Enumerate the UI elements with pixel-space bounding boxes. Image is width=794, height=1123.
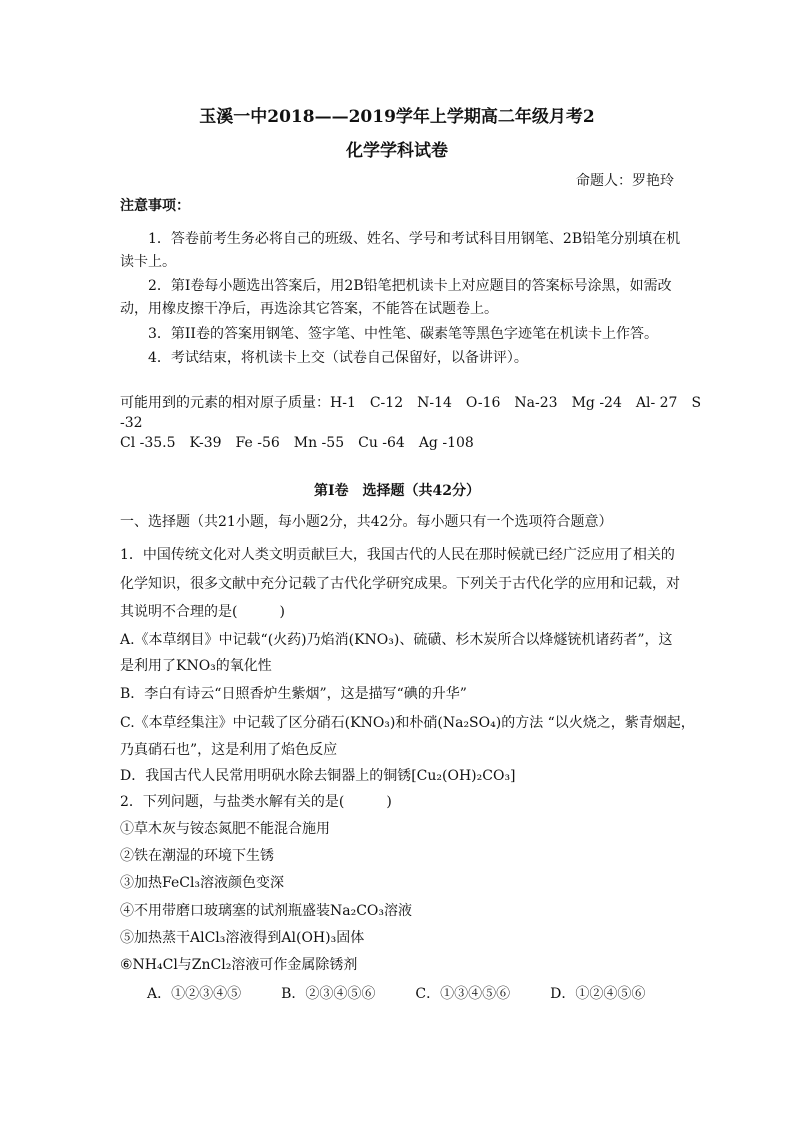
question-line: 2．下列问题，与盐类水解有关的是( )	[120, 794, 392, 810]
statement-line: ②铁在潮湿的环境下生锈	[120, 848, 274, 864]
notice-item: 读卡上。	[120, 254, 176, 270]
section-heading: 一、选择题（共21小题，每小题2分，共42分。每小题只有一个选项符合题意）	[120, 514, 613, 530]
option-a: A．①②③④⑤	[147, 986, 242, 1002]
notice-heading: 注意事项：	[120, 198, 190, 214]
statement-line: ③加热FeCl₃溶液颜色变深	[120, 875, 285, 891]
option-line: A.《本草纲目》中记载“(火药)乃焰消(KNO₃)、硫磺、杉木炭所合以烽燧铳机诸药者”，这	[120, 632, 673, 648]
option-b: B．②③④⑤⑥	[281, 986, 376, 1002]
notice-item: 2．第Ⅰ卷每小题选出答案后，用2B铅笔把机读卡上对应题目的答案标号涂黑，如需改	[148, 278, 672, 294]
question-line: 1．中国传统文化对人类文明贡献巨大，我国古代的人民在那时候就已经广泛应用了相关的	[120, 547, 675, 563]
option-line: 是利用了KNO₃的氧化性	[120, 658, 272, 674]
option-line: D．我国古代人民常用明矾水除去铜器上的铜锈[Cu₂(OH)₂CO₃]	[120, 768, 516, 784]
question-line: 化学知识，很多文献中充分记载了古代化学研究成果。下列关于古代化学的应用和记载，对	[120, 576, 680, 592]
exam-subtitle: 化学学科试卷	[346, 141, 448, 161]
notice-item: 1．答卷前考生务必将自己的班级、姓名、学号和考试科目用钢笔、2B铅笔分别填在机	[148, 231, 681, 247]
answer-options	[147, 983, 645, 1003]
atomic-mass-line: Cl -35.5 K-39 Fe -56 Mn -55 Cu -64 Ag -108	[120, 435, 474, 451]
statement-line: ⑤加热蒸干AlCl₃溶液得到Al(OH)₃固体	[120, 930, 365, 946]
question-line: 其说明不合理的是( )	[120, 604, 285, 620]
notice-item: 3．第II卷的答案用钢笔、签字笔、中性笔、碳素笔等黑色字迹笔在机读卡上作答。	[148, 326, 658, 342]
option-line: 乃真硝石也”，这是利用了焰色反应	[120, 742, 338, 758]
author: 命题人：罗艳玲	[576, 173, 674, 189]
statement-line: ①草木灰与铵态氮肥不能混合施用	[120, 821, 330, 837]
option-d: D．①②④⑤⑥	[550, 986, 646, 1002]
notice-item: 动，用橡皮擦干净后，再选涂其它答案，不能答在试题卷上。	[120, 301, 498, 317]
statement-line: ⑥NH₄Cl与ZnCl₂溶液可作金属除锈剂	[120, 957, 358, 973]
exam-title: 玉溪一中2018——2019学年上学期高二年级月考2	[199, 107, 595, 127]
statement-line: ④不用带磨口玻璃塞的试剂瓶盛装Na₂CO₃溶液	[120, 903, 413, 919]
option-c: C．①③④⑤⑥	[415, 986, 511, 1002]
atomic-mass-line: -32	[120, 415, 143, 431]
section-title: 第Ⅰ卷 选择题（共42分）	[313, 483, 481, 499]
atomic-mass-line: 可能用到的元素的相对原子质量：H-1 C-12 N-14 O-16 Na-23 Mg -24 Al- 27 S	[120, 395, 702, 411]
option-line: B．李白有诗云“日照香炉生紫烟”，这是描写“碘的升华”	[120, 686, 467, 702]
option-line: C.《本草经集注》中记载了区分硝石(KNO₃)和朴硝(Na₂SO₄)的方法 “以火烧之，紫青烟起，	[120, 715, 695, 731]
notice-item: 4．考试结束，将机读卡上交（试卷自己保留好，以备讲评）。	[148, 350, 528, 366]
